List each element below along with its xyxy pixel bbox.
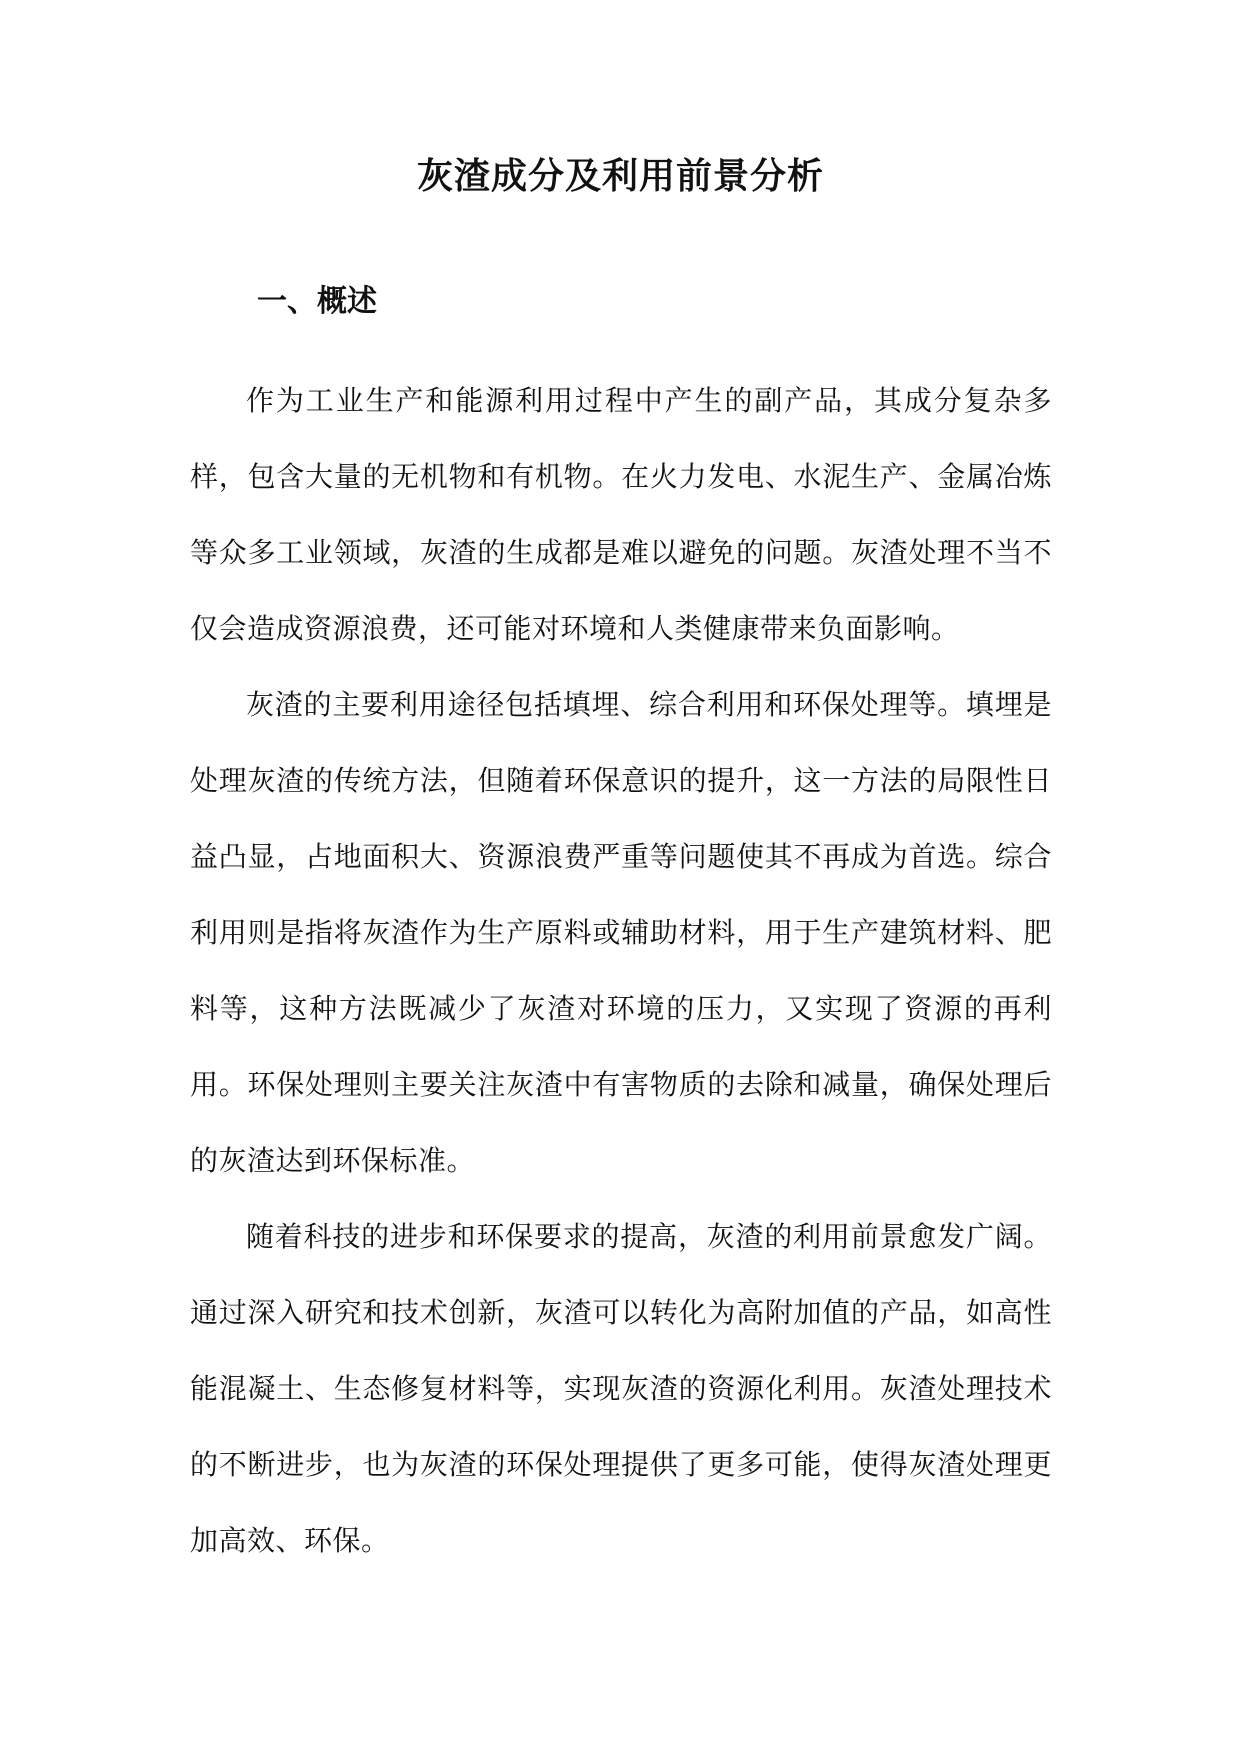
section-heading-overview: 一、概述 <box>257 284 377 319</box>
paragraph: 灰渣的主要利用途径包括填埋、综合利用和环保处理等。填埋是处理灰渣的传统方法，但随着环保意识的提升，这一方法的局限性日益凸显，占地面积大、资源浪费严重等问题使其不再成为首选。综合利用则是指将灰渣作为生产原料或辅助材料，用于生产建筑材料、肥料等，这种方法既减少了灰渣对环境的压力，又实现了资源的再利用。环保处理则主要关注灰渣中有害物质的去除和减量，确保处理后的灰渣达到环保标准。 <box>190 688 1052 1177</box>
section-body <box>190 363 1052 1579</box>
paragraph: 随着科技的进步和环保要求的提高，灰渣的利用前景愈发广阔。通过深入研究和技术创新，灰渣可以转化为高附加值的产品，如高性能混凝土、生态修复材料等，实现灰渣的资源化利用。灰渣处理技术的不断进步，也为灰渣的环保处理提供了更多可能，使得灰渣处理更加高效、环保。 <box>190 1220 1052 1557</box>
document-title: 灰渣成分及利用前景分析 <box>416 155 824 197</box>
paragraph: 作为工业生产和能源利用过程中产生的副产品，其成分复杂多样，包含大量的无机物和有机物。在火力发电、水泥生产、金属冶炼等众多工业领域，灰渣的生成都是难以避免的问题。灰渣处理不当不仅会造成资源浪费，还可能对环境和人类健康带来负面影响。 <box>190 384 1052 645</box>
